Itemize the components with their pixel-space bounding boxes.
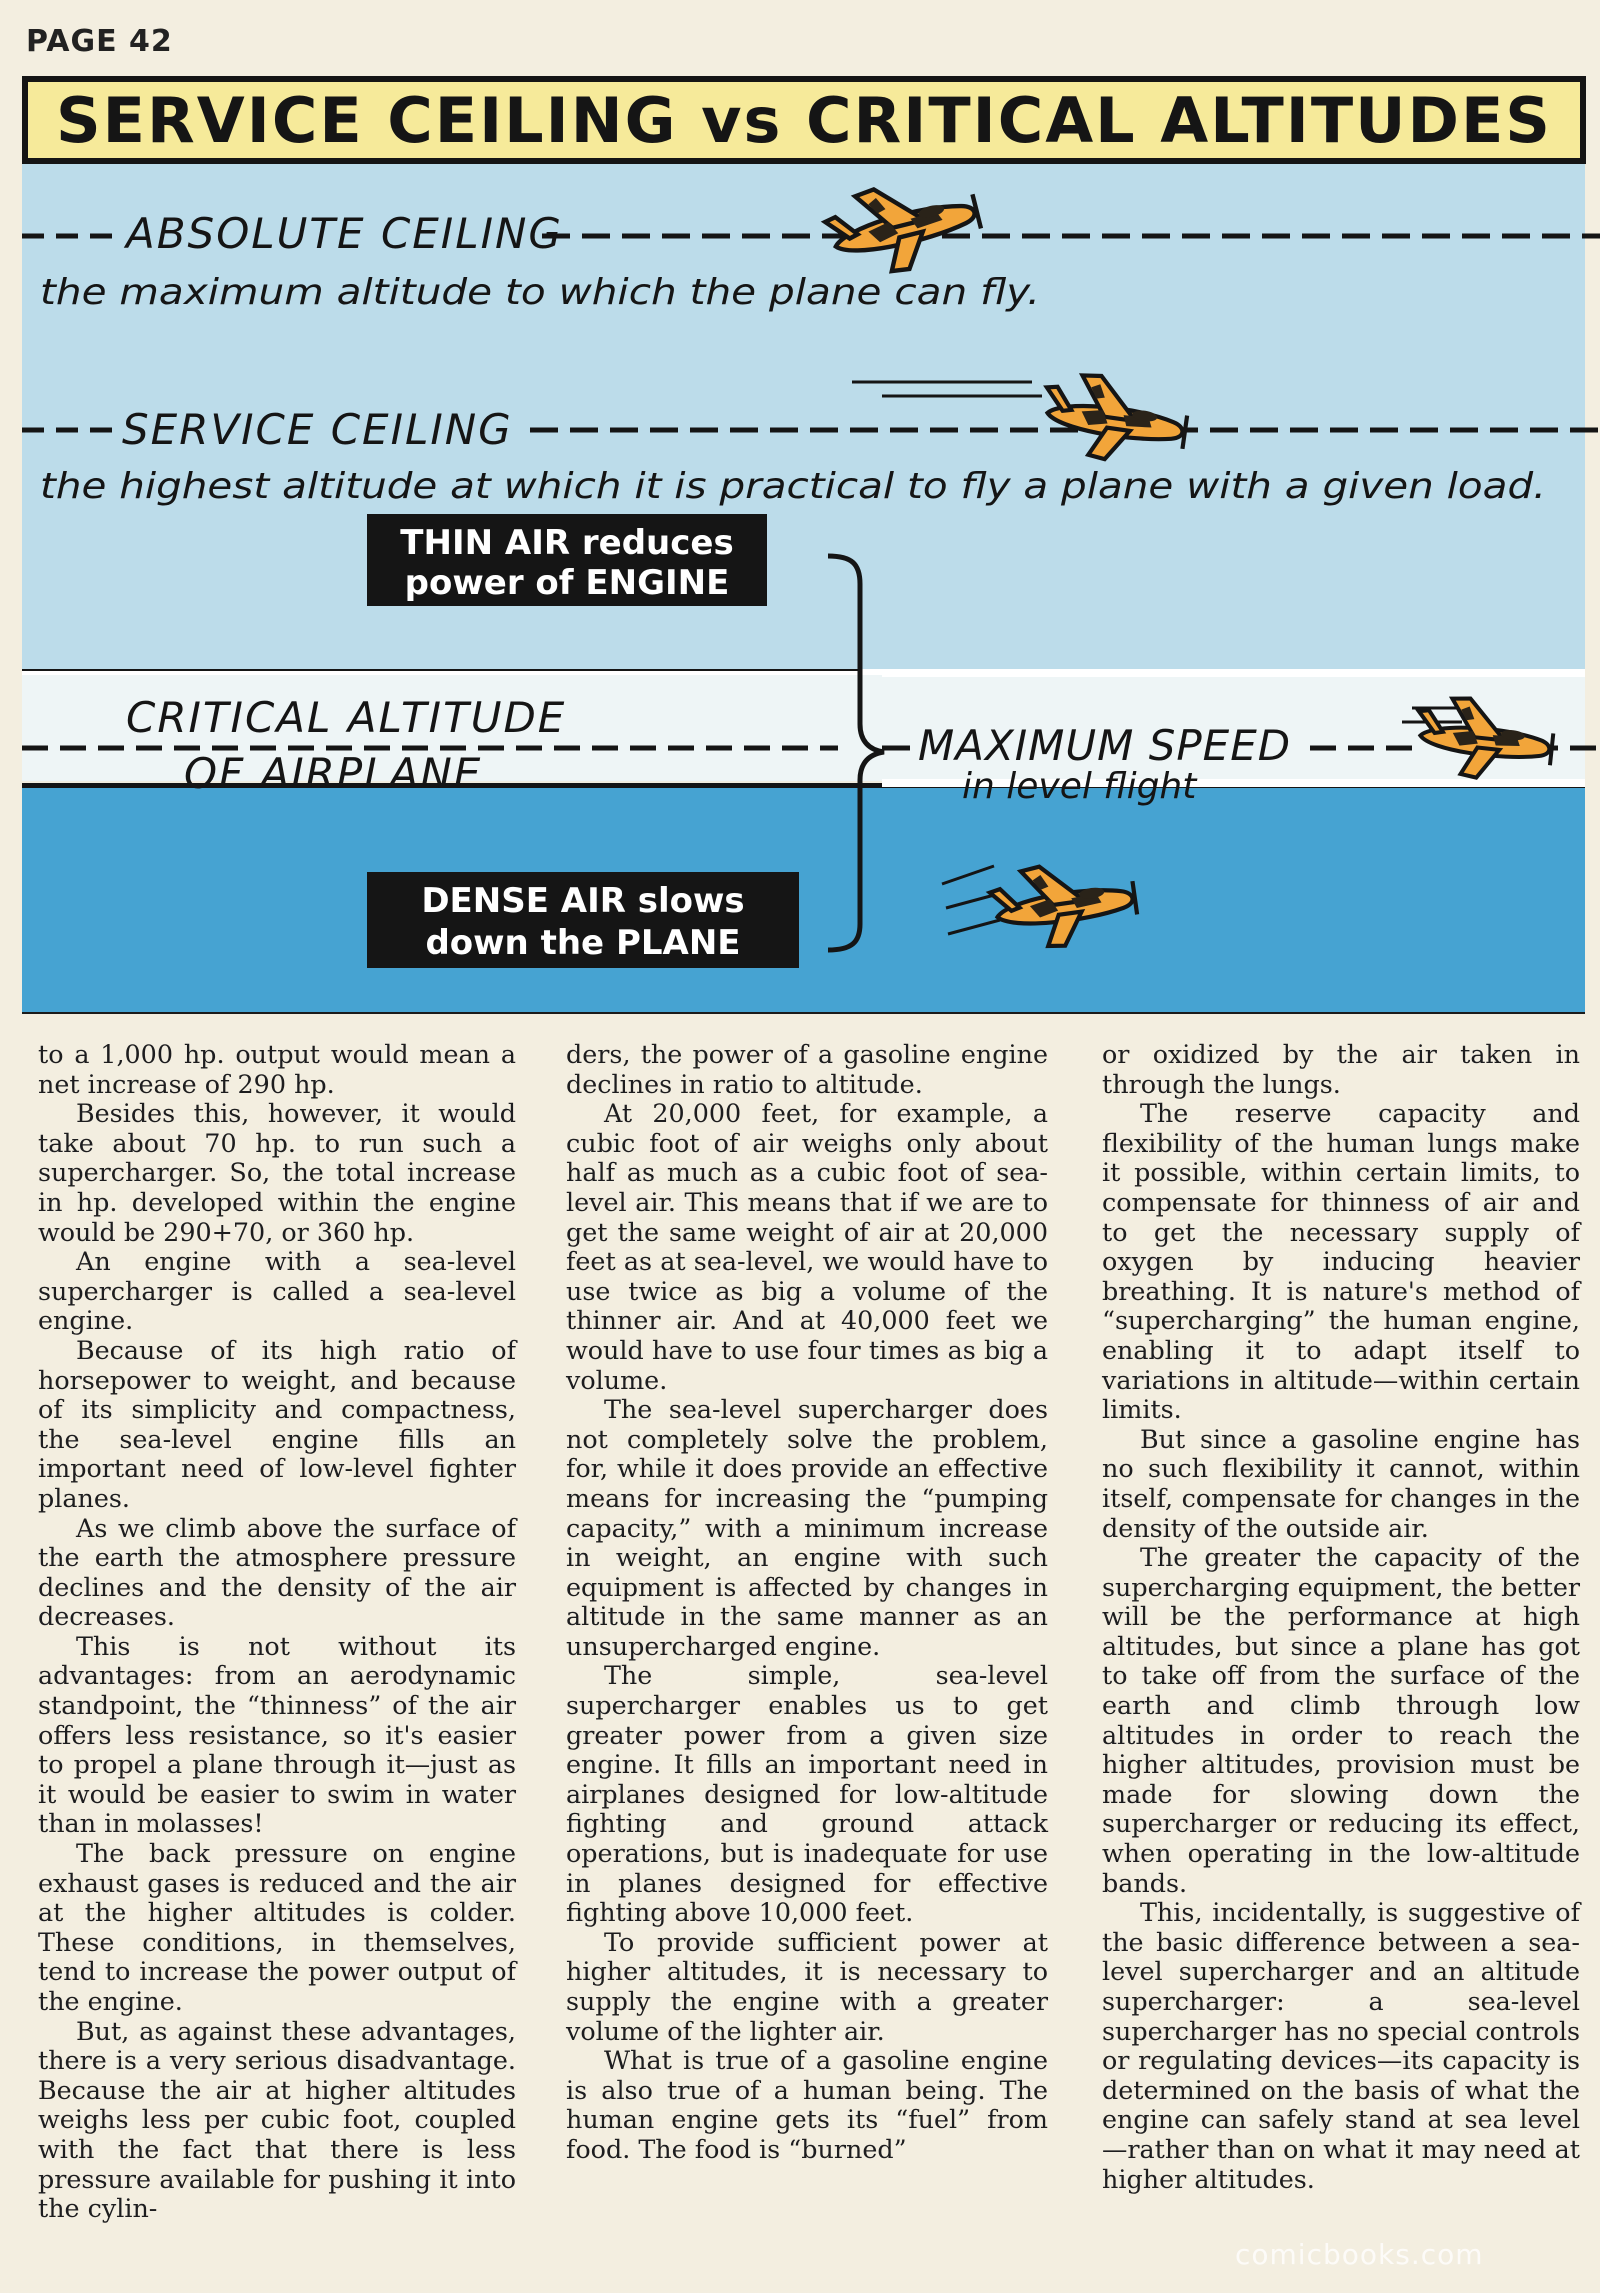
absolute-ceiling-description: the maximum altitude to which the plane can fly. xyxy=(40,272,1040,313)
dense-air-line1: DENSE AIR slows xyxy=(421,881,745,921)
paragraph: The simple, sea-level supercharger enables us to get greater power from a given size engine. It fills an important need in airplanes designed for low-altitude fighting and ground attack operations, but is inadequate for use in planes designed for effective fighting above 10,000 feet. xyxy=(566,1660,1048,1928)
maximum-speed-line1: MAXIMUM SPEED xyxy=(918,721,1292,770)
paragraph: The reserve capacity and flexibility of the human lungs make it possible, within certain limits, to compensate for thinness of air and to get the necessary supply of oxygen by inducing heavier breathing. It is nature's method of “supercharging” the human engine, enabling it to adapt itself to variations in altitude—within certain limits. xyxy=(1102,1098,1580,1425)
paragraph: The greater the capacity of the supercharging equipment, the better will be the performance at high altitudes, but since a plane has got to take off from the surface of the earth and climb through low altitudes in order to reach the higher altitudes, provision must be made for slowing down the supercharger or reducing its effect, when operating in the low-altitude bands. xyxy=(1102,1542,1581,1898)
text-column-2 xyxy=(566,1040,1048,2165)
altitude-diagram xyxy=(22,164,1600,1014)
text-column-3 xyxy=(1102,1040,1580,2194)
paragraph: This is not without its advantages: from an aerodynamic standpoint, the “thinness” of the air offers less resistance, so it's easier to propel a plane through it—just as it would be easier to swim in water than in molasses! xyxy=(38,1630,516,1839)
paragraph: As we climb above the surface of the earth the atmosphere pressure declines and the density of the air decreases. xyxy=(38,1512,516,1632)
thin-air-line2: power of ENGINE xyxy=(404,563,730,603)
critical-altitude-line1: CRITICAL ALTITUDE xyxy=(126,693,567,742)
paragraph: ders, the power of a gasoline engine declines in ratio to altitude. xyxy=(566,1039,1048,1099)
title-banner xyxy=(22,76,1586,164)
paragraph: At 20,000 feet, for example, a cubic foot of air weighs only about half as much as a cubic foot of sea-level air. This means that if we are to get the same weight of air at 20,000 feet as at sea-level, we would have to use twice as big a volume of the thinner air. And at 40,000 feet we would have to use four times as big a volume. xyxy=(566,1098,1048,1395)
page-title: SERVICE CEILING vs CRITICAL ALTITUDES xyxy=(56,83,1552,157)
critical-altitude-line2: OF AIRPLANE xyxy=(184,749,483,798)
text-column-1 xyxy=(38,1040,516,2224)
service-ceiling-label: SERVICE CEILING xyxy=(122,405,513,454)
paragraph: The back pressure on engine exhaust gases is reduced and the air at the higher altitudes is colder. These conditions, in themselves, tend to increase the power output of the engine. xyxy=(38,1838,516,2016)
paragraph: Besides this, however, it would take about 70 hp. to run such a supercharger. So, the total increase in hp. developed within the engine would be 290+70, or 360 hp. xyxy=(38,1098,516,1247)
paragraph: This, incidentally, is suggestive of the basic difference between a sea-level supercharger and an altitude supercharger: a sea-level supercharger has no special controls or regulating devices—its capacity is determined on the basis of what the engine can safely stand at sea level—rather than on what it may need at higher altitudes. xyxy=(1102,1897,1580,2194)
service-ceiling-description: the highest altitude at which it is practical to fly a plane with a given load. xyxy=(40,466,1546,507)
maximum-speed-line2: in level flight xyxy=(962,766,1197,807)
paragraph: But since a gasoline engine has no such flexibility it cannot, within itself, compensate for changes in the density of the outside air. xyxy=(1102,1423,1580,1543)
page-number: PAGE 42 xyxy=(26,24,173,59)
paragraph: to a 1,000 hp. output would mean a net increase of 290 hp. xyxy=(38,1039,516,1099)
watermark: comicbooks.com xyxy=(1235,2238,1484,2271)
paragraph: An engine with a sea-level supercharger is called a sea-level engine. xyxy=(38,1246,516,1336)
paragraph: To provide sufficient power at higher altitudes, it is necessary to supply the engine with a greater volume of the lighter air. xyxy=(566,1926,1048,2046)
absolute-ceiling-label: ABSOLUTE CEILING xyxy=(126,209,563,258)
paragraph: The sea-level supercharger does not completely solve the problem, for, while it does provide an effective means for increasing the “pumping capacity,” with a minimum increase in weight, an engine with such equipment is affected by changes in altitude in the same manner as an unsupercharged engine. xyxy=(566,1394,1048,1661)
paragraph: What is true of a gasoline engine is also true of a human being. The human engine gets its “fuel” from food. The food is “burned” xyxy=(566,2045,1048,2164)
thin-air-line1: THIN AIR reduces xyxy=(400,523,734,563)
paragraph: Because of its high ratio of horsepower to weight, and because of its simplicity and compactness, the sea-level engine fills an important need of low-level fighter planes. xyxy=(38,1334,516,1513)
paragraph: or oxidized by the air taken in through the lungs. xyxy=(1102,1039,1580,1099)
paragraph: But, as against these advantages, there is a very serious disadvantage. Because the air at higher altitudes weighs less per cubic foot, coupled with the fact that there is less pressure available for pushing it into the cylin- xyxy=(38,2015,516,2224)
dense-air-line2: down the PLANE xyxy=(425,923,741,963)
